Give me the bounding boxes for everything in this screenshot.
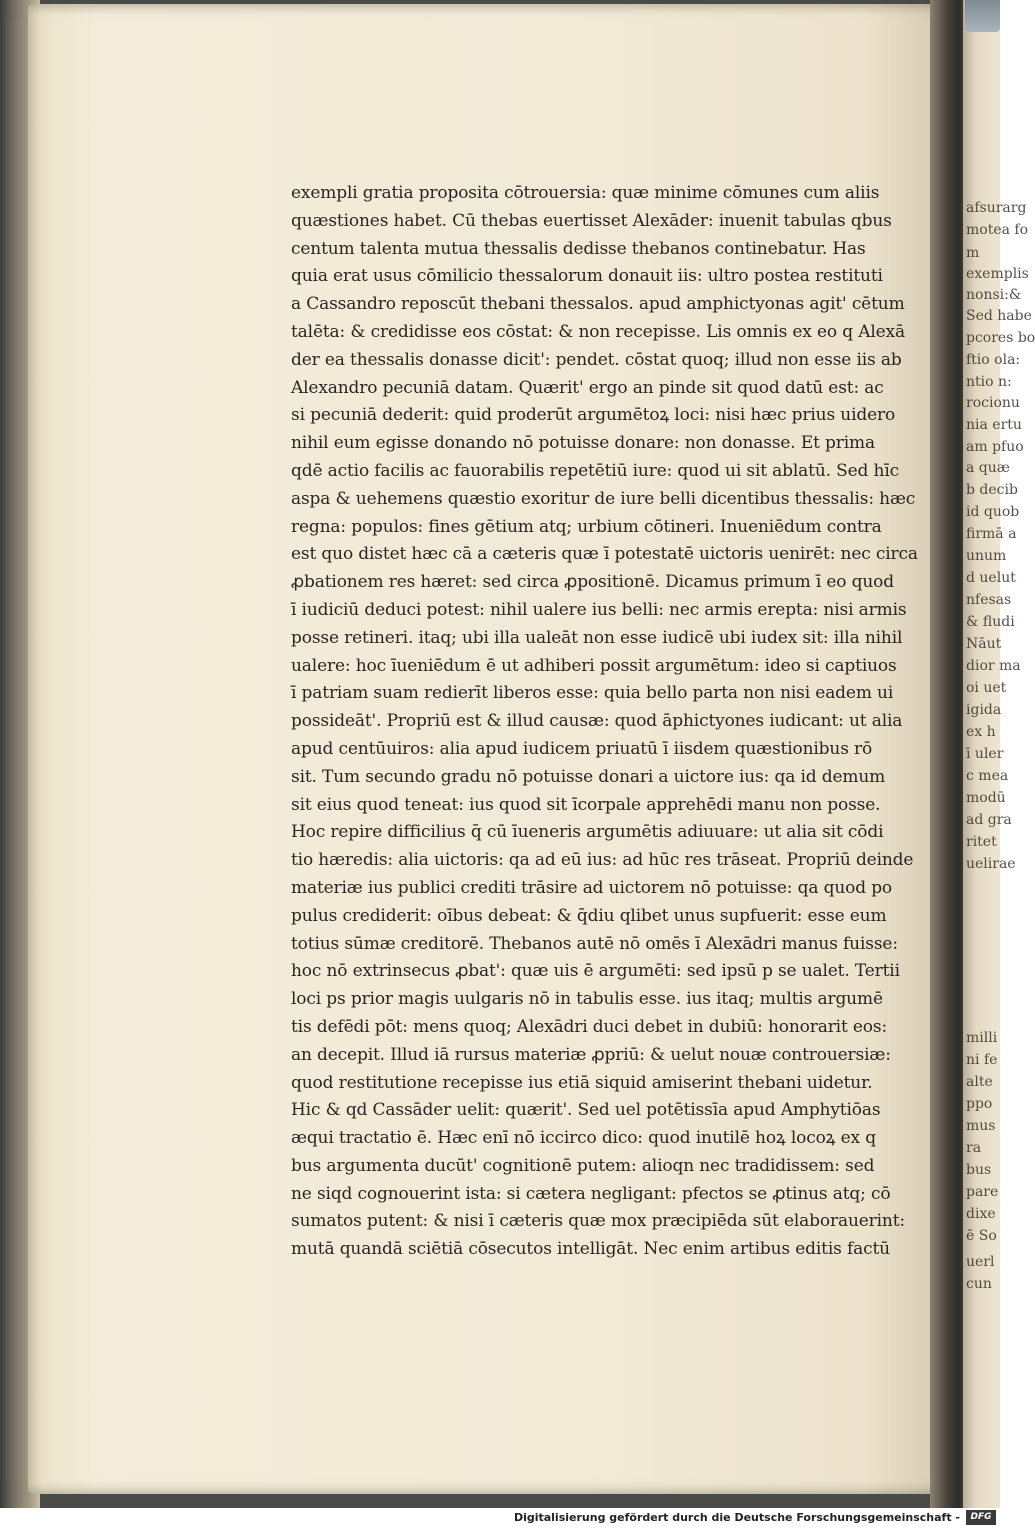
facing-text-fragment: alte: [966, 1074, 993, 1090]
text-line: mutā quandā sciētiā cōsecutos intelligāt. Nec enim artibus editis factū: [291, 1239, 890, 1260]
text-line: Hoc repire difficilius q̄ cū īueneris argumētis adiuuare: ut alia sit cōdi: [291, 822, 884, 843]
facing-text-fragment: b decib: [966, 482, 1018, 498]
digitization-credit: Digitalisierung gefördert durch die Deutsche Forschungsgemeinschaft -: [513, 1511, 960, 1524]
text-line: ī patriam suam redierīt liberos esse: quia bello parta non nisi eadem ui: [291, 683, 894, 704]
text-line: quia erat usus cōmilicio thessalorum donauit iis: ultro postea restituti: [291, 266, 883, 287]
dfg-logo[interactable]: DFG: [966, 1510, 996, 1525]
text-line: a Cassandro reposcūt thebani thessalos. apud amphictyonas agit' cētum: [291, 294, 905, 315]
facing-text-fragment: & fludi: [966, 614, 1015, 630]
facing-text-fragment: pcores bo: [966, 330, 1035, 346]
text-line: hoc nō extrinsecus ꝓbat': quæ uis ē argumēti: sed ipsū p se ualet. Tertii: [291, 961, 900, 982]
facing-text-fragment: a quæ: [966, 460, 1010, 476]
text-line: æqui tractatio ē. Hæc enī nō iccirco dico: quod inutilē hoꝝ locoꝝ ex q: [291, 1128, 876, 1149]
facing-text-fragment: d uelut: [966, 570, 1016, 586]
facing-text-fragment: nfesas: [966, 592, 1012, 608]
text-line: pulus crediderit: oībus debeat: & q̄diu qlibet unus supfuerit: esse eum: [291, 905, 887, 926]
text-line: si pecuniā dederit: quid proderūt argumētoꝝ loci: nisi hæc prius uidero: [291, 405, 896, 426]
text-line: centum talenta mutua thessalis dedisse thebanos continebatur. Has: [291, 238, 866, 259]
facing-text-fragment: modū: [966, 790, 1006, 806]
text-line: bus argumenta ducūt' cognitionē putem: alioqn nec tradidissem: sed: [291, 1155, 875, 1176]
text-line: possideāt'. Propriū est & illud causæ: quod āphictyones iudicant: ut alia: [291, 711, 903, 732]
facing-text-fragment: ntio n:: [966, 374, 1012, 390]
facing-text-fragment: uelirae: [966, 856, 1016, 872]
main-text-block: [291, 180, 918, 1264]
facing-text-fragment: bus: [966, 1162, 992, 1178]
facing-text-fragment: ē So: [966, 1228, 997, 1244]
text-line: Hic & qd Cassāder uelit: quærit'. Sed uel potētissīa apud Amphytiōas: [291, 1100, 881, 1121]
text-line: apud centūuiros: alia apud iudicem priuatū ī iisdem quæstionibus rō: [291, 738, 873, 759]
text-line: ne siqd cognouerint ista: si cætera negligant: pfectos se ꝓtinus atq; cō: [291, 1183, 891, 1204]
text-line: quæstiones habet. Cū thebas euertisset Alexāder: inuenit tabulas qbus: [291, 210, 892, 231]
text-line: an decepit. Illud iā rursus materiæ ꝓpriū: & uelut nouæ controuersiæ:: [291, 1044, 891, 1065]
text-line: tis defēdi pōt: mens quoq; Alexādri duci debet in dubiū: honorarit eos:: [291, 1016, 888, 1037]
facing-text-fragment: ad gra: [966, 812, 1012, 828]
text-line: ī iudiciū deduci potest: nihil ualere ius belli: nec armis erepta: nisi armis: [291, 599, 907, 620]
facing-text-fragment: ra: [966, 1140, 982, 1156]
text-line: loci ps prior magis uulgaris nō in tabulis esse. ius itaq; multis argumē: [291, 989, 883, 1010]
facing-text-fragment: cun: [966, 1276, 992, 1292]
facing-text-fragment: unum: [966, 548, 1007, 564]
text-line: regna: populos: fines gētium atq; urbium cōtineri. Inueniēdum contra: [291, 516, 882, 537]
facing-text-fragment: nonsi:&: [966, 287, 1022, 303]
text-line: exempli gratia proposita cōtrouersia: quæ minime cōmunes cum aliis: [291, 183, 880, 203]
facing-text-fragment: mus: [966, 1118, 996, 1134]
text-line: ꝓbationem res hæret: sed circa ꝓpositionē. Dicamus primum ī eo quod: [291, 572, 894, 593]
facing-text-fragment: pare: [966, 1184, 999, 1200]
facing-text-fragment: ī uler: [966, 746, 1004, 762]
text-line: aspa & uehemens quæstio exoritur de iure belli dicentibus thessalis: hæc: [291, 488, 916, 509]
facing-text-fragment: Nāut: [966, 636, 1002, 652]
facing-text-fragment: uerl: [966, 1254, 995, 1270]
text-line: talēta: & credidisse eos cōstat: & non recepisse. Lis omnis ex eo q Alexā: [291, 321, 905, 342]
facing-text-fragment: id quob: [966, 504, 1020, 520]
text-line: ualere: hoc īueniēdum ē ut adhiberi possit argumētum: ideo si captiuos: [291, 655, 897, 676]
facing-text-fragment: firmā a: [966, 526, 1017, 542]
text-line: nihil eum egisse donando nō potuisse donare: non donasse. Et prima: [291, 433, 875, 454]
footer-bar: [0, 1508, 1000, 1529]
facing-text-fragment: ppo: [966, 1096, 993, 1112]
facing-text-fragment: ritet: [966, 834, 997, 850]
facing-text-fragment: motea fo: [966, 222, 1029, 238]
text-line: sit. Tum secundo gradu nō potuisse donari a uictore ius: qa id demum: [291, 766, 886, 787]
facing-text-fragment: ftio ola:: [966, 352, 1021, 368]
facing-text-fragment: milli: [966, 1030, 998, 1046]
text-line: totius sūmæ creditorē. Thebanos autē nō omēs ī Alexādri manus fuisse:: [291, 933, 898, 954]
facing-text-fragment: ni fe: [966, 1052, 998, 1068]
text-line: tio hæredis: alia uictoris: qa ad eū ius: ad hūc res trāseat. Propriū deinde: [291, 850, 914, 871]
facing-text-fragment: exemplis: [966, 266, 1029, 282]
facing-text-fragment: nia ertu: [966, 417, 1022, 433]
text-line: qdē actio facilis ac fauorabilis repetētiū iure: quod ui sit ablatū. Sed hīc: [291, 460, 899, 481]
facing-text-fragment: dixe: [966, 1206, 996, 1222]
text-line: Alexandro pecuniā datam. Quærit' ergo an pinde sit quod datū est: ac: [291, 377, 884, 398]
facing-text-fragment: m: [966, 245, 980, 261]
facing-text-fragment: ex h: [966, 724, 996, 740]
facing-text-fragment: c mea: [966, 768, 1009, 784]
text-line: der ea thessalis donasse dicit': pendet. cōstat quoq; illud non esse iis ab: [291, 349, 902, 370]
recto-text-fragments: [966, 0, 1035, 1508]
text-line: posse retineri. itaq; ubi illa ualeāt non esse iudicē ubi iudex sit: illa nihil: [291, 627, 903, 648]
facing-text-fragment: am pfuo: [966, 439, 1024, 455]
facing-text-fragment: afsurarg: [966, 200, 1027, 216]
text-line: est quo distet hæc cā a cæteris quæ ī potestatē uictoris uenirēt: nec circa: [291, 544, 918, 565]
facing-text-fragment: rocionu: [966, 395, 1020, 411]
text-line: materiæ ius publici crediti trāsire ad uictorem nō potuisse: qa quod po: [291, 877, 893, 898]
facing-text-fragment: Sed habe: [966, 308, 1032, 324]
facing-text-fragment: igida: [966, 702, 1002, 718]
text-line: quod restitutione recepisse ius etiā siquid amiserint thebani uidetur.: [291, 1072, 873, 1093]
text-line: sumatos putent: & nisi ī cæteris quæ mox præcipiēda sūt elaborauerint:: [291, 1211, 905, 1232]
facing-text-fragment: dior ma: [966, 658, 1021, 674]
facing-text-fragment: oi uet: [966, 680, 1007, 696]
text-line: sit eius quod teneat: ius quod sit īcorpale apprehēdi manu non posse.: [291, 794, 881, 815]
